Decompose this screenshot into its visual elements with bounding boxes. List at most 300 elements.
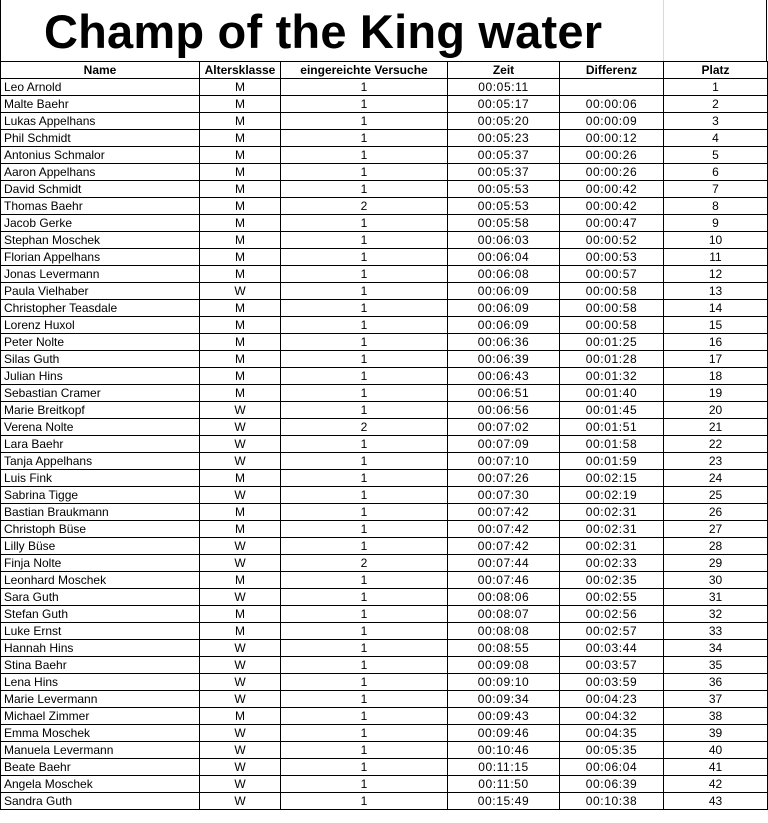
name-cell: Lorenz Huxol bbox=[1, 317, 200, 334]
platz-cell: 40 bbox=[664, 742, 768, 759]
table-row bbox=[1, 266, 768, 283]
platz-cell: 39 bbox=[664, 725, 768, 742]
zeit-cell: 00:07:46 bbox=[448, 572, 560, 589]
versuche-cell: 1 bbox=[281, 708, 448, 725]
versuche-cell: 1 bbox=[281, 351, 448, 368]
altersklasse-cell: M bbox=[200, 96, 281, 113]
table-row bbox=[1, 300, 768, 317]
versuche-cell: 1 bbox=[281, 385, 448, 402]
name-cell: Malte Baehr bbox=[1, 96, 200, 113]
versuche-cell: 2 bbox=[281, 419, 448, 436]
versuche-cell: 1 bbox=[281, 504, 448, 521]
name-cell: Emma Moschek bbox=[1, 725, 200, 742]
platz-cell: 4 bbox=[664, 130, 768, 147]
versuche-cell: 1 bbox=[281, 181, 448, 198]
differenz-cell: 00:02:15 bbox=[560, 470, 664, 487]
name-cell: Aaron Appelhans bbox=[1, 164, 200, 181]
differenz-cell: 00:03:57 bbox=[560, 657, 664, 674]
altersklasse-cell: W bbox=[200, 640, 281, 657]
differenz-cell: 00:02:56 bbox=[560, 606, 664, 623]
results-body bbox=[1, 79, 768, 810]
altersklasse-cell: W bbox=[200, 487, 281, 504]
platz-cell: 43 bbox=[664, 793, 768, 810]
platz-cell: 41 bbox=[664, 759, 768, 776]
name-cell: Jonas Levermann bbox=[1, 266, 200, 283]
table-row bbox=[1, 164, 768, 181]
differenz-cell: 00:04:35 bbox=[560, 725, 664, 742]
differenz-cell: 00:02:19 bbox=[560, 487, 664, 504]
zeit-cell: 00:07:02 bbox=[448, 419, 560, 436]
name-cell: Silas Guth bbox=[1, 351, 200, 368]
title-row bbox=[0, 0, 768, 61]
table-row bbox=[1, 776, 768, 793]
platz-cell: 13 bbox=[664, 283, 768, 300]
differenz-cell: 00:00:53 bbox=[560, 249, 664, 266]
differenz-cell: 00:05:35 bbox=[560, 742, 664, 759]
zeit-cell: 00:05:11 bbox=[448, 79, 560, 96]
altersklasse-cell: M bbox=[200, 470, 281, 487]
altersklasse-cell: M bbox=[200, 266, 281, 283]
altersklasse-cell: W bbox=[200, 657, 281, 674]
platz-cell: 26 bbox=[664, 504, 768, 521]
zeit-cell: 00:06:09 bbox=[448, 300, 560, 317]
platz-cell: 24 bbox=[664, 470, 768, 487]
zeit-cell: 00:05:20 bbox=[448, 113, 560, 130]
altersklasse-cell: M bbox=[200, 164, 281, 181]
platz-cell: 37 bbox=[664, 691, 768, 708]
differenz-cell: 00:00:26 bbox=[560, 164, 664, 181]
zeit-cell: 00:07:09 bbox=[448, 436, 560, 453]
altersklasse-cell: M bbox=[200, 606, 281, 623]
platz-cell: 42 bbox=[664, 776, 768, 793]
table-row bbox=[1, 436, 768, 453]
name-cell: Lilly Büse bbox=[1, 538, 200, 555]
title-border-left bbox=[0, 0, 1, 61]
differenz-cell: 00:00:42 bbox=[560, 181, 664, 198]
zeit-cell: 00:11:50 bbox=[448, 776, 560, 793]
versuche-cell: 1 bbox=[281, 266, 448, 283]
altersklasse-cell: M bbox=[200, 113, 281, 130]
altersklasse-cell: M bbox=[200, 181, 281, 198]
versuche-cell: 1 bbox=[281, 113, 448, 130]
name-cell: Julian Hins bbox=[1, 368, 200, 385]
table-row bbox=[1, 130, 768, 147]
differenz-cell: 00:00:58 bbox=[560, 317, 664, 334]
name-cell: Antonius Schmalor bbox=[1, 147, 200, 164]
name-cell: Manuela Levermann bbox=[1, 742, 200, 759]
altersklasse-cell: M bbox=[200, 368, 281, 385]
altersklasse-cell: W bbox=[200, 402, 281, 419]
table-row bbox=[1, 402, 768, 419]
table-row bbox=[1, 334, 768, 351]
platz-cell: 30 bbox=[664, 572, 768, 589]
altersklasse-cell: M bbox=[200, 198, 281, 215]
zeit-cell: 00:06:36 bbox=[448, 334, 560, 351]
platz-cell: 29 bbox=[664, 555, 768, 572]
zeit-cell: 00:08:55 bbox=[448, 640, 560, 657]
table-row bbox=[1, 147, 768, 164]
versuche-cell: 1 bbox=[281, 572, 448, 589]
differenz-cell: 00:02:33 bbox=[560, 555, 664, 572]
zeit-cell: 00:11:15 bbox=[448, 759, 560, 776]
zeit-cell: 00:09:43 bbox=[448, 708, 560, 725]
differenz-cell: 00:01:28 bbox=[560, 351, 664, 368]
name-cell: Peter Nolte bbox=[1, 334, 200, 351]
versuche-cell: 1 bbox=[281, 164, 448, 181]
altersklasse-cell: W bbox=[200, 283, 281, 300]
differenz-cell: 00:03:44 bbox=[560, 640, 664, 657]
zeit-cell: 00:06:04 bbox=[448, 249, 560, 266]
title-border-right bbox=[766, 0, 767, 61]
altersklasse-cell: W bbox=[200, 776, 281, 793]
table-row bbox=[1, 215, 768, 232]
differenz-cell: 00:02:55 bbox=[560, 589, 664, 606]
name-cell: Finja Nolte bbox=[1, 555, 200, 572]
table-row bbox=[1, 453, 768, 470]
platz-cell: 22 bbox=[664, 436, 768, 453]
platz-cell: 19 bbox=[664, 385, 768, 402]
zeit-cell: 00:05:37 bbox=[448, 164, 560, 181]
versuche-cell: 2 bbox=[281, 555, 448, 572]
zeit-cell: 00:06:51 bbox=[448, 385, 560, 402]
name-cell: Christoph Büse bbox=[1, 521, 200, 538]
altersklasse-cell: M bbox=[200, 504, 281, 521]
platz-cell: 3 bbox=[664, 113, 768, 130]
platz-cell: 34 bbox=[664, 640, 768, 657]
versuche-cell: 1 bbox=[281, 402, 448, 419]
platz-cell: 5 bbox=[664, 147, 768, 164]
zeit-cell: 00:05:58 bbox=[448, 215, 560, 232]
altersklasse-cell: M bbox=[200, 708, 281, 725]
altersklasse-cell: M bbox=[200, 521, 281, 538]
versuche-cell: 1 bbox=[281, 538, 448, 555]
differenz-cell: 00:01:32 bbox=[560, 368, 664, 385]
zeit-cell: 00:05:53 bbox=[448, 198, 560, 215]
platz-cell: 38 bbox=[664, 708, 768, 725]
platz-cell: 27 bbox=[664, 521, 768, 538]
platz-cell: 32 bbox=[664, 606, 768, 623]
platz-cell: 1 bbox=[664, 79, 768, 96]
versuche-cell: 1 bbox=[281, 623, 448, 640]
zeit-cell: 00:07:42 bbox=[448, 521, 560, 538]
differenz-cell: 00:00:42 bbox=[560, 198, 664, 215]
differenz-cell: 00:02:57 bbox=[560, 623, 664, 640]
table-row bbox=[1, 759, 768, 776]
versuche-cell: 1 bbox=[281, 334, 448, 351]
name-cell: Marie Levermann bbox=[1, 691, 200, 708]
name-cell: Lena Hins bbox=[1, 674, 200, 691]
differenz-cell: 00:00:57 bbox=[560, 266, 664, 283]
table-row bbox=[1, 249, 768, 266]
altersklasse-cell: M bbox=[200, 317, 281, 334]
differenz-cell: 00:04:23 bbox=[560, 691, 664, 708]
table-row bbox=[1, 368, 768, 385]
platz-cell: 2 bbox=[664, 96, 768, 113]
differenz-cell: 00:00:06 bbox=[560, 96, 664, 113]
zeit-cell: 00:10:46 bbox=[448, 742, 560, 759]
platz-cell: 9 bbox=[664, 215, 768, 232]
header-row bbox=[1, 62, 768, 79]
table-row bbox=[1, 691, 768, 708]
name-cell: David Schmidt bbox=[1, 181, 200, 198]
results-table bbox=[0, 61, 768, 810]
name-cell: Hannah Hins bbox=[1, 640, 200, 657]
differenz-cell: 00:03:59 bbox=[560, 674, 664, 691]
name-cell: Christopher Teasdale bbox=[1, 300, 200, 317]
table-row bbox=[1, 555, 768, 572]
altersklasse-cell: W bbox=[200, 589, 281, 606]
table-row bbox=[1, 742, 768, 759]
table-row bbox=[1, 725, 768, 742]
platz-cell: 28 bbox=[664, 538, 768, 555]
platz-cell: 33 bbox=[664, 623, 768, 640]
platz-cell: 21 bbox=[664, 419, 768, 436]
column-header-differenz: Differenz bbox=[560, 62, 664, 79]
platz-cell: 31 bbox=[664, 589, 768, 606]
name-cell: Lara Baehr bbox=[1, 436, 200, 453]
versuche-cell: 1 bbox=[281, 742, 448, 759]
column-header-zeit: Zeit bbox=[448, 62, 560, 79]
table-row bbox=[1, 470, 768, 487]
zeit-cell: 00:09:34 bbox=[448, 691, 560, 708]
differenz-cell: 00:06:04 bbox=[560, 759, 664, 776]
differenz-cell: 00:10:38 bbox=[560, 793, 664, 810]
altersklasse-cell: M bbox=[200, 249, 281, 266]
versuche-cell: 1 bbox=[281, 657, 448, 674]
table-row bbox=[1, 96, 768, 113]
altersklasse-cell: M bbox=[200, 351, 281, 368]
altersklasse-cell: M bbox=[200, 300, 281, 317]
table-row bbox=[1, 79, 768, 96]
versuche-cell: 1 bbox=[281, 453, 448, 470]
zeit-cell: 00:06:39 bbox=[448, 351, 560, 368]
altersklasse-cell: W bbox=[200, 742, 281, 759]
name-cell: Beate Baehr bbox=[1, 759, 200, 776]
table-row bbox=[1, 572, 768, 589]
name-cell: Tanja Appelhans bbox=[1, 453, 200, 470]
zeit-cell: 00:05:37 bbox=[448, 147, 560, 164]
versuche-cell: 1 bbox=[281, 436, 448, 453]
name-cell: Sara Guth bbox=[1, 589, 200, 606]
table-row bbox=[1, 521, 768, 538]
platz-cell: 18 bbox=[664, 368, 768, 385]
platz-cell: 17 bbox=[664, 351, 768, 368]
zeit-cell: 00:09:46 bbox=[448, 725, 560, 742]
platz-cell: 35 bbox=[664, 657, 768, 674]
altersklasse-cell: W bbox=[200, 453, 281, 470]
name-cell: Thomas Baehr bbox=[1, 198, 200, 215]
zeit-cell: 00:07:30 bbox=[448, 487, 560, 504]
versuche-cell: 1 bbox=[281, 470, 448, 487]
name-cell: Luke Ernst bbox=[1, 623, 200, 640]
differenz-cell: 00:01:58 bbox=[560, 436, 664, 453]
table-row bbox=[1, 198, 768, 215]
altersklasse-cell: M bbox=[200, 232, 281, 249]
versuche-cell: 1 bbox=[281, 96, 448, 113]
versuche-cell: 1 bbox=[281, 793, 448, 810]
name-cell: Stina Baehr bbox=[1, 657, 200, 674]
title-gridline bbox=[663, 0, 664, 61]
altersklasse-cell: W bbox=[200, 759, 281, 776]
differenz-cell: 00:01:45 bbox=[560, 402, 664, 419]
table-row bbox=[1, 623, 768, 640]
platz-cell: 23 bbox=[664, 453, 768, 470]
altersklasse-cell: W bbox=[200, 793, 281, 810]
platz-cell: 15 bbox=[664, 317, 768, 334]
zeit-cell: 00:06:08 bbox=[448, 266, 560, 283]
versuche-cell: 1 bbox=[281, 147, 448, 164]
differenz-cell: 00:04:32 bbox=[560, 708, 664, 725]
name-cell: Florian Appelhans bbox=[1, 249, 200, 266]
platz-cell: 6 bbox=[664, 164, 768, 181]
altersklasse-cell: W bbox=[200, 555, 281, 572]
differenz-cell: 00:00:26 bbox=[560, 147, 664, 164]
versuche-cell: 1 bbox=[281, 368, 448, 385]
platz-cell: 10 bbox=[664, 232, 768, 249]
zeit-cell: 00:09:10 bbox=[448, 674, 560, 691]
altersklasse-cell: W bbox=[200, 419, 281, 436]
platz-cell: 8 bbox=[664, 198, 768, 215]
table-row bbox=[1, 232, 768, 249]
versuche-cell: 1 bbox=[281, 215, 448, 232]
zeit-cell: 00:06:56 bbox=[448, 402, 560, 419]
versuche-cell: 1 bbox=[281, 589, 448, 606]
differenz-cell: 00:00:09 bbox=[560, 113, 664, 130]
versuche-cell: 1 bbox=[281, 606, 448, 623]
differenz-cell: 00:00:12 bbox=[560, 130, 664, 147]
zeit-cell: 00:06:09 bbox=[448, 317, 560, 334]
zeit-cell: 00:08:07 bbox=[448, 606, 560, 623]
zeit-cell: 00:08:08 bbox=[448, 623, 560, 640]
altersklasse-cell: M bbox=[200, 385, 281, 402]
platz-cell: 7 bbox=[664, 181, 768, 198]
table-row bbox=[1, 674, 768, 691]
versuche-cell: 1 bbox=[281, 521, 448, 538]
altersklasse-cell: M bbox=[200, 334, 281, 351]
table-row bbox=[1, 317, 768, 334]
altersklasse-cell: M bbox=[200, 147, 281, 164]
versuche-cell: 1 bbox=[281, 674, 448, 691]
zeit-cell: 00:07:42 bbox=[448, 504, 560, 521]
name-cell: Leo Arnold bbox=[1, 79, 200, 96]
zeit-cell: 00:07:26 bbox=[448, 470, 560, 487]
name-cell: Lukas Appelhans bbox=[1, 113, 200, 130]
platz-cell: 11 bbox=[664, 249, 768, 266]
name-cell: Sebastian Cramer bbox=[1, 385, 200, 402]
versuche-cell: 1 bbox=[281, 487, 448, 504]
name-cell: Michael Zimmer bbox=[1, 708, 200, 725]
zeit-cell: 00:07:10 bbox=[448, 453, 560, 470]
differenz-cell: 00:02:31 bbox=[560, 521, 664, 538]
versuche-cell: 1 bbox=[281, 640, 448, 657]
platz-cell: 14 bbox=[664, 300, 768, 317]
name-cell: Angela Moschek bbox=[1, 776, 200, 793]
table-row bbox=[1, 385, 768, 402]
table-row bbox=[1, 504, 768, 521]
name-cell: Stephan Moschek bbox=[1, 232, 200, 249]
name-cell: Leonhard Moschek bbox=[1, 572, 200, 589]
differenz-cell: 00:02:31 bbox=[560, 538, 664, 555]
zeit-cell: 00:05:17 bbox=[448, 96, 560, 113]
zeit-cell: 00:07:44 bbox=[448, 555, 560, 572]
altersklasse-cell: M bbox=[200, 623, 281, 640]
name-cell: Verena Nolte bbox=[1, 419, 200, 436]
table-row bbox=[1, 419, 768, 436]
column-header-platz: Platz bbox=[664, 62, 768, 79]
table-row bbox=[1, 113, 768, 130]
altersklasse-cell: W bbox=[200, 725, 281, 742]
platz-cell: 20 bbox=[664, 402, 768, 419]
altersklasse-cell: M bbox=[200, 572, 281, 589]
versuche-cell: 1 bbox=[281, 79, 448, 96]
table-row bbox=[1, 181, 768, 198]
table-row bbox=[1, 793, 768, 810]
versuche-cell: 1 bbox=[281, 725, 448, 742]
table-row bbox=[1, 708, 768, 725]
table-row bbox=[1, 351, 768, 368]
page-title: Champ of the King water bbox=[44, 5, 603, 58]
table-row bbox=[1, 487, 768, 504]
versuche-cell: 1 bbox=[281, 691, 448, 708]
column-header-name: Name bbox=[1, 62, 200, 79]
name-cell: Stefan Guth bbox=[1, 606, 200, 623]
differenz-cell: 00:02:35 bbox=[560, 572, 664, 589]
differenz-cell: 00:00:58 bbox=[560, 300, 664, 317]
differenz-cell: 00:01:51 bbox=[560, 419, 664, 436]
zeit-cell: 00:06:03 bbox=[448, 232, 560, 249]
differenz-cell: 00:00:58 bbox=[560, 283, 664, 300]
platz-cell: 25 bbox=[664, 487, 768, 504]
name-cell: Luis Fink bbox=[1, 470, 200, 487]
versuche-cell: 1 bbox=[281, 776, 448, 793]
versuche-cell: 1 bbox=[281, 249, 448, 266]
versuche-cell: 2 bbox=[281, 198, 448, 215]
altersklasse-cell: M bbox=[200, 215, 281, 232]
altersklasse-cell: M bbox=[200, 79, 281, 96]
zeit-cell: 00:05:53 bbox=[448, 181, 560, 198]
versuche-cell: 1 bbox=[281, 283, 448, 300]
versuche-cell: 1 bbox=[281, 317, 448, 334]
differenz-cell: 00:02:31 bbox=[560, 504, 664, 521]
table-row bbox=[1, 283, 768, 300]
differenz-cell: 00:00:52 bbox=[560, 232, 664, 249]
table-row bbox=[1, 657, 768, 674]
platz-cell: 12 bbox=[664, 266, 768, 283]
versuche-cell: 1 bbox=[281, 300, 448, 317]
name-cell: Marie Breitkopf bbox=[1, 402, 200, 419]
versuche-cell: 1 bbox=[281, 130, 448, 147]
table-row bbox=[1, 640, 768, 657]
name-cell: Sabrina Tigge bbox=[1, 487, 200, 504]
differenz-cell: 00:06:39 bbox=[560, 776, 664, 793]
zeit-cell: 00:07:42 bbox=[448, 538, 560, 555]
table-row bbox=[1, 589, 768, 606]
zeit-cell: 00:08:06 bbox=[448, 589, 560, 606]
name-cell: Sandra Guth bbox=[1, 793, 200, 810]
column-header-altersklasse: Altersklasse bbox=[200, 62, 281, 79]
altersklasse-cell: W bbox=[200, 436, 281, 453]
differenz-cell: 00:01:25 bbox=[560, 334, 664, 351]
altersklasse-cell: W bbox=[200, 538, 281, 555]
altersklasse-cell: W bbox=[200, 691, 281, 708]
differenz-cell bbox=[560, 79, 664, 96]
platz-cell: 16 bbox=[664, 334, 768, 351]
name-cell: Phil Schmidt bbox=[1, 130, 200, 147]
versuche-cell: 1 bbox=[281, 232, 448, 249]
zeit-cell: 00:06:09 bbox=[448, 283, 560, 300]
altersklasse-cell: M bbox=[200, 130, 281, 147]
differenz-cell: 00:01:59 bbox=[560, 453, 664, 470]
